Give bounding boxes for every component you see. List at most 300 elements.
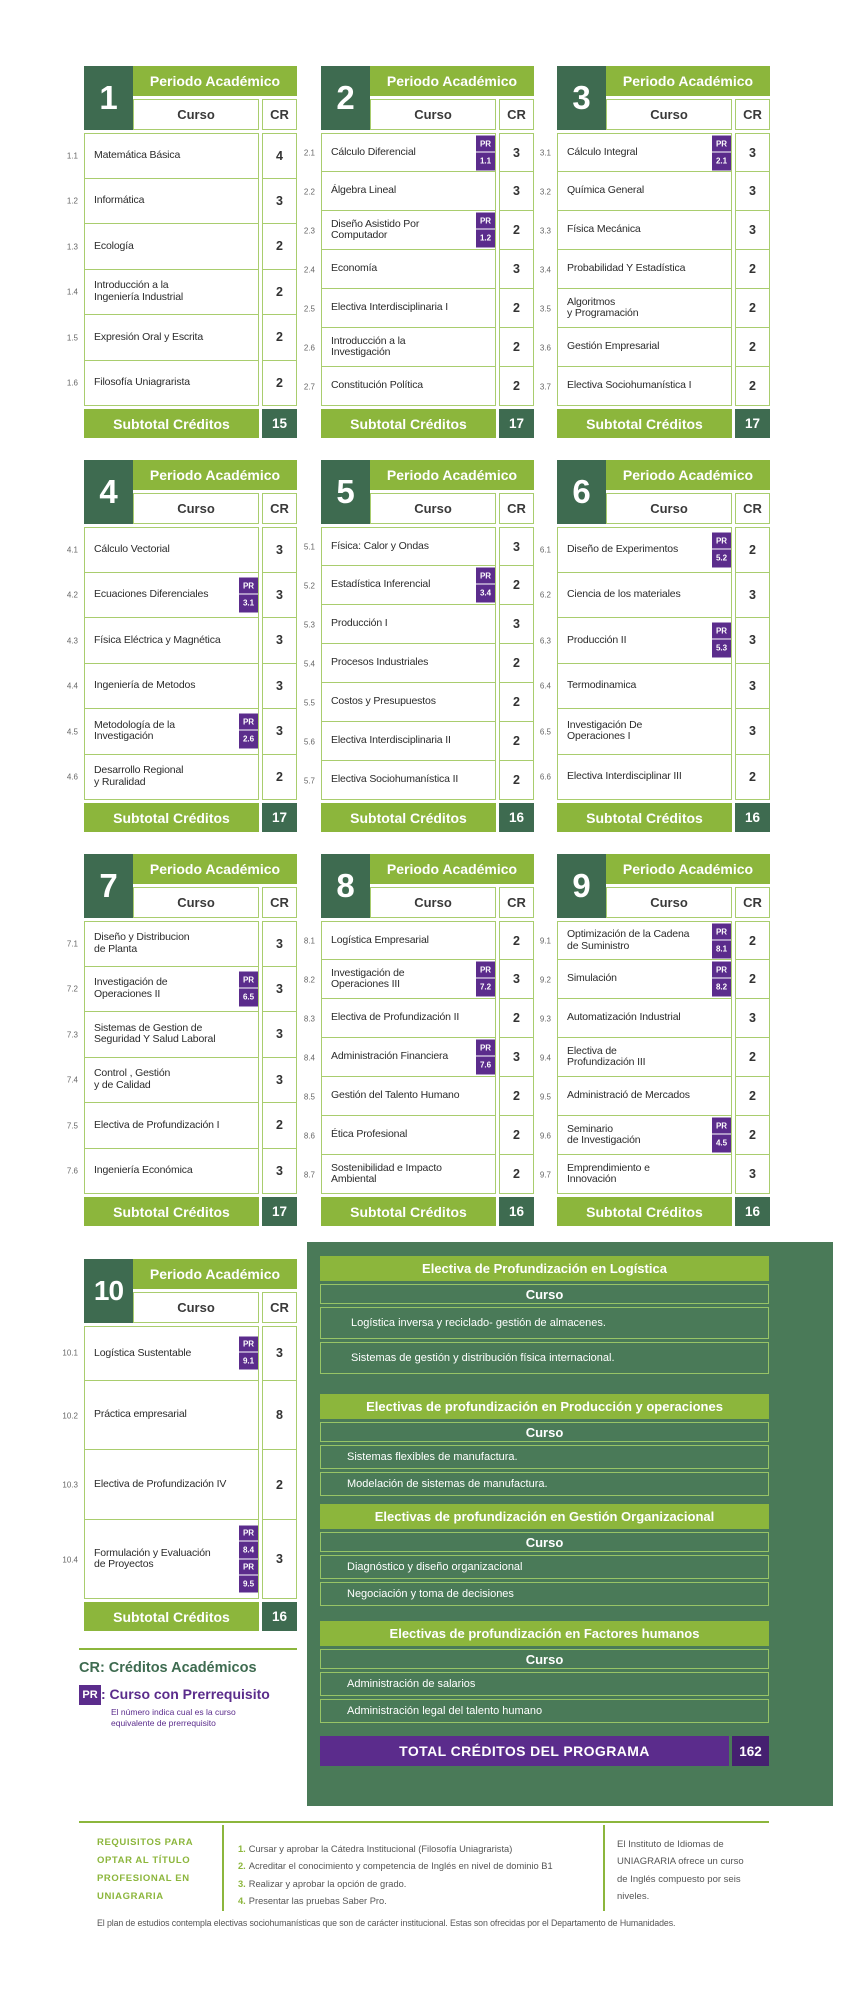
course-name: Administració de Mercados bbox=[567, 1089, 690, 1102]
course-row bbox=[303, 761, 534, 800]
subtotal-value: 16 bbox=[735, 803, 770, 832]
elective-section bbox=[320, 1621, 769, 1723]
course-credits: 3 bbox=[499, 605, 534, 644]
period-header: Periodo Académico bbox=[606, 460, 770, 490]
course-code: 9.4 bbox=[539, 1053, 551, 1062]
period-card bbox=[303, 66, 534, 438]
course-code: 5.1 bbox=[303, 542, 315, 551]
course-name: Introducción a la Investigación bbox=[331, 334, 406, 358]
prerequisite-code: 5.2 bbox=[715, 553, 728, 563]
course-column-header: Curso bbox=[133, 493, 259, 524]
course-row bbox=[303, 172, 534, 211]
course-name-cell bbox=[557, 133, 732, 172]
course-credits: 2 bbox=[499, 921, 534, 960]
course-row bbox=[303, 1155, 534, 1194]
course-name: Ingeniería Económica bbox=[94, 1164, 193, 1177]
prerequisite-code: 8.1 bbox=[715, 944, 728, 953]
course-name-cell bbox=[557, 172, 732, 211]
prerequisite-code: 5.3 bbox=[715, 643, 728, 653]
course-credits: 3 bbox=[262, 1058, 297, 1104]
requirement-number: 2. bbox=[238, 1861, 246, 1872]
course-code: 5.4 bbox=[303, 659, 315, 668]
course-row bbox=[539, 1155, 770, 1194]
course-list bbox=[303, 921, 534, 1194]
legend-pr-text: : Curso con Prerrequisito bbox=[101, 1686, 270, 1702]
prerequisite-tag: PR bbox=[476, 1040, 495, 1057]
course-credits: 2 bbox=[262, 224, 297, 270]
requirement-item bbox=[238, 1893, 598, 1910]
course-row bbox=[303, 527, 534, 566]
requirement-number: 3. bbox=[238, 1878, 246, 1889]
course-row bbox=[303, 289, 534, 328]
course-row bbox=[66, 573, 297, 619]
course-name-cell bbox=[557, 999, 732, 1038]
course-name-cell bbox=[84, 133, 259, 179]
period-card bbox=[66, 66, 297, 438]
course-row bbox=[66, 664, 297, 710]
course-row bbox=[303, 250, 534, 289]
course-credits: 2 bbox=[735, 755, 770, 801]
course-code: 4.2 bbox=[66, 590, 78, 600]
prerequisite-tag: PR bbox=[239, 1560, 258, 1576]
course-credits: 2 bbox=[735, 1038, 770, 1077]
course-row bbox=[66, 755, 297, 801]
prerequisite-badge bbox=[239, 577, 258, 612]
course-name: Ecuaciones Diferenciales bbox=[94, 588, 209, 601]
course-name: Optimización de la Cadena de Suministro bbox=[567, 928, 690, 952]
requirement-number: 1. bbox=[238, 1844, 246, 1854]
course-row bbox=[303, 644, 534, 683]
course-code: 3.2 bbox=[539, 187, 551, 196]
elective-course: Diagnóstico y diseño organizacional bbox=[320, 1555, 769, 1579]
prerequisite-tag: PR bbox=[712, 962, 731, 979]
course-credits: 3 bbox=[735, 133, 770, 172]
course-code: 8.6 bbox=[303, 1131, 315, 1140]
subtotal-label: Subtotal Créditos bbox=[84, 803, 259, 832]
requirement-number: 4. bbox=[238, 1895, 246, 1906]
course-row bbox=[303, 133, 534, 172]
course-credits: 2 bbox=[262, 270, 297, 316]
course-code: 7.1 bbox=[66, 939, 78, 949]
course-list bbox=[66, 133, 297, 406]
course-row bbox=[539, 960, 770, 999]
course-row bbox=[66, 133, 297, 179]
subtotal-label: Subtotal Créditos bbox=[84, 409, 259, 438]
period-card bbox=[66, 854, 297, 1226]
prerequisite-tag: PR bbox=[239, 1337, 258, 1353]
course-code: 6.1 bbox=[539, 545, 551, 555]
course-credits: 2 bbox=[262, 1103, 297, 1149]
requirement-item bbox=[238, 1841, 598, 1858]
prerequisite-badges bbox=[239, 1526, 258, 1593]
elective-section-title: Electivas de profundización en Factores humanos bbox=[320, 1621, 769, 1646]
legend-pr-badge: PR bbox=[79, 1685, 101, 1705]
course-name-cell bbox=[557, 1038, 732, 1077]
elective-section bbox=[320, 1256, 769, 1374]
period-number: 8 bbox=[321, 854, 370, 918]
course-name-cell bbox=[321, 1116, 496, 1155]
course-column-header: Curso bbox=[606, 887, 732, 918]
course-row bbox=[66, 1012, 297, 1058]
course-name: Ciencia de los materiales bbox=[567, 588, 681, 601]
course-name: Electiva Interdisciplinaria I bbox=[331, 301, 449, 314]
course-code: 4.1 bbox=[66, 545, 78, 555]
course-row bbox=[303, 605, 534, 644]
course-code: 7.2 bbox=[66, 984, 78, 994]
course-name-cell bbox=[84, 1450, 259, 1520]
course-credits: 2 bbox=[499, 367, 534, 406]
elective-section-title: Electivas de profundización en Gestión Organizacional bbox=[320, 1504, 769, 1529]
course-name: Desarrollo Regional y Ruralidad bbox=[94, 764, 184, 788]
course-code: 10.4 bbox=[62, 1555, 78, 1565]
course-row bbox=[539, 172, 770, 211]
course-credits: 3 bbox=[735, 618, 770, 664]
period-header: Periodo Académico bbox=[133, 460, 297, 490]
course-name: Investigación de Operaciones III bbox=[331, 966, 405, 990]
course-row bbox=[66, 315, 297, 361]
course-code: 5.7 bbox=[303, 776, 315, 785]
course-name: Electiva de Profundización III bbox=[567, 1044, 646, 1068]
course-code: 7.5 bbox=[66, 1121, 78, 1131]
requirement-item bbox=[238, 1876, 598, 1893]
course-row bbox=[66, 1103, 297, 1149]
prerequisite-badge bbox=[476, 1040, 495, 1075]
course-credits: 2 bbox=[499, 683, 534, 722]
course-column-header: Curso bbox=[606, 493, 732, 524]
course-credits: 4 bbox=[262, 133, 297, 179]
course-name: Emprendimiento e Innovación bbox=[567, 1161, 650, 1185]
credits-column-header: CR bbox=[499, 493, 534, 524]
period-header: Periodo Académico bbox=[370, 66, 534, 96]
course-row bbox=[62, 1326, 297, 1381]
credits-column-header: CR bbox=[735, 493, 770, 524]
course-code: 9.1 bbox=[539, 936, 551, 945]
course-credits: 3 bbox=[262, 527, 297, 573]
prerequisite-badges bbox=[476, 135, 495, 170]
course-credits: 3 bbox=[735, 172, 770, 211]
prerequisite-tag: PR bbox=[712, 923, 731, 940]
period-card bbox=[303, 460, 534, 832]
course-code: 2.1 bbox=[303, 148, 315, 157]
elective-section-title: Electiva de Profundización en Logística bbox=[320, 1256, 769, 1281]
credits-column-header: CR bbox=[262, 887, 297, 918]
prerequisite-tag: PR bbox=[476, 213, 495, 230]
subtotal-label: Subtotal Créditos bbox=[84, 1197, 259, 1226]
course-name-cell bbox=[557, 250, 732, 289]
course-name-cell bbox=[84, 1326, 259, 1381]
prerequisite-code: 7.2 bbox=[479, 982, 492, 992]
prerequisite-tag: PR bbox=[239, 1526, 258, 1542]
course-credits: 3 bbox=[499, 250, 534, 289]
course-credits: 2 bbox=[735, 367, 770, 406]
prerequisite-code: 4.5 bbox=[715, 1138, 728, 1148]
course-list bbox=[303, 133, 534, 406]
course-credits: 3 bbox=[262, 1326, 297, 1381]
requirements-separator bbox=[222, 1825, 224, 1911]
course-name: Introducción a la Ingeniería Industrial bbox=[94, 279, 184, 303]
prerequisite-code: 1.1 bbox=[479, 156, 492, 165]
prerequisite-code: 9.1 bbox=[242, 1356, 255, 1366]
course-name: Física Eléctrica y Magnética bbox=[94, 633, 221, 646]
course-name-cell bbox=[84, 1520, 259, 1599]
course-credits: 2 bbox=[499, 761, 534, 800]
course-name-cell bbox=[321, 644, 496, 683]
course-name: Procesos Industriales bbox=[331, 656, 429, 669]
course-name: Seminario de Investigación bbox=[567, 1122, 641, 1146]
course-credits: 3 bbox=[735, 709, 770, 755]
course-row bbox=[303, 1116, 534, 1155]
requirement-text: Cursar y aprobar la Cátedra Institucional (Filosofía Uniagrarista) bbox=[248, 1844, 513, 1854]
subtotal-label: Subtotal Créditos bbox=[321, 1197, 496, 1226]
course-name: Diseño y Distribucion de Planta bbox=[94, 931, 190, 955]
course-row bbox=[303, 211, 534, 250]
course-name-cell bbox=[321, 250, 496, 289]
course-credits: 3 bbox=[262, 573, 297, 619]
course-name: Termodinamica bbox=[567, 679, 637, 692]
course-name: Electiva Interdisciplinar III bbox=[567, 770, 682, 783]
course-name: Diseño Asistido Por Computador bbox=[331, 217, 420, 241]
course-name: Costos y Presupuestos bbox=[331, 695, 436, 708]
course-name: Administración Financiera bbox=[331, 1050, 449, 1063]
period-number: 7 bbox=[84, 854, 133, 918]
course-name-cell bbox=[557, 755, 732, 801]
course-code: 3.4 bbox=[539, 265, 551, 274]
course-row bbox=[66, 270, 297, 316]
prerequisite-badges bbox=[476, 213, 495, 248]
course-credits: 2 bbox=[499, 1077, 534, 1116]
elective-course: Negociación y toma de decisiones bbox=[320, 1582, 769, 1606]
course-list bbox=[62, 1326, 297, 1599]
course-code: 9.2 bbox=[539, 975, 551, 984]
course-code: 8.2 bbox=[303, 975, 315, 984]
course-name-cell bbox=[557, 709, 732, 755]
requirement-item bbox=[238, 1858, 598, 1875]
requirements-separator bbox=[603, 1825, 605, 1911]
course-row bbox=[539, 999, 770, 1038]
course-credits: 3 bbox=[499, 960, 534, 999]
period-number: 10 bbox=[84, 1259, 133, 1323]
course-credits: 2 bbox=[499, 1116, 534, 1155]
program-total-value: 162 bbox=[732, 1736, 769, 1766]
course-row bbox=[66, 921, 297, 967]
course-name-cell bbox=[84, 1103, 259, 1149]
prerequisite-badges bbox=[476, 568, 495, 603]
course-row bbox=[539, 250, 770, 289]
course-credits: 3 bbox=[262, 618, 297, 664]
subtotal-value: 15 bbox=[262, 409, 297, 438]
subtotal-value: 16 bbox=[262, 1602, 297, 1631]
course-row bbox=[539, 1116, 770, 1155]
course-credits: 2 bbox=[499, 211, 534, 250]
course-row bbox=[539, 289, 770, 328]
prerequisite-badge bbox=[712, 923, 731, 958]
course-list bbox=[539, 921, 770, 1194]
period-card bbox=[66, 460, 297, 832]
course-name-cell bbox=[557, 289, 732, 328]
course-name: Simulación bbox=[567, 972, 617, 985]
course-name-cell bbox=[84, 709, 259, 755]
course-name: Física: Calor y Ondas bbox=[331, 539, 429, 552]
requirement-text: Presentar las pruebas Saber Pro. bbox=[248, 1895, 387, 1906]
course-credits: 2 bbox=[262, 361, 297, 407]
prerequisite-tag: PR bbox=[476, 962, 495, 979]
course-credits: 3 bbox=[735, 573, 770, 619]
course-name-cell bbox=[321, 921, 496, 960]
course-code: 2.6 bbox=[303, 343, 315, 352]
requirements-list bbox=[238, 1841, 598, 1910]
subtotal-value: 17 bbox=[262, 803, 297, 832]
course-row bbox=[539, 573, 770, 619]
course-row bbox=[303, 1077, 534, 1116]
course-row bbox=[66, 967, 297, 1013]
course-name-cell bbox=[84, 1149, 259, 1195]
elective-course-header: Curso bbox=[320, 1649, 769, 1669]
course-code: 3.6 bbox=[539, 343, 551, 352]
course-name-cell bbox=[84, 527, 259, 573]
course-credits: 3 bbox=[262, 967, 297, 1013]
prerequisite-badges bbox=[239, 1337, 258, 1370]
course-column-header: Curso bbox=[133, 1292, 259, 1323]
course-code: 3.3 bbox=[539, 226, 551, 235]
course-credits: 2 bbox=[499, 1155, 534, 1194]
prerequisite-code: 9.5 bbox=[242, 1579, 255, 1589]
subtotal-label: Subtotal Créditos bbox=[557, 409, 732, 438]
course-column-header: Curso bbox=[606, 99, 732, 130]
period-number: 9 bbox=[557, 854, 606, 918]
course-name-cell bbox=[84, 179, 259, 225]
course-name-cell bbox=[557, 618, 732, 664]
course-name-cell bbox=[321, 1077, 496, 1116]
course-row bbox=[62, 1520, 297, 1599]
course-name-cell bbox=[84, 755, 259, 801]
course-name-cell bbox=[557, 367, 732, 406]
credits-column-header: CR bbox=[499, 887, 534, 918]
course-list bbox=[539, 527, 770, 800]
subtotal-value: 16 bbox=[499, 803, 534, 832]
course-code: 4.6 bbox=[66, 772, 78, 782]
course-code: 8.3 bbox=[303, 1014, 315, 1023]
prerequisite-badges bbox=[712, 962, 731, 997]
electives-panel bbox=[307, 1242, 833, 1806]
course-code: 8.7 bbox=[303, 1170, 315, 1179]
course-code: 9.7 bbox=[539, 1170, 551, 1179]
period-card bbox=[62, 1259, 297, 1631]
prerequisite-badge bbox=[239, 971, 258, 1006]
prerequisite-badges bbox=[239, 971, 258, 1006]
prerequisite-tag: PR bbox=[239, 971, 258, 988]
course-name: Probabilidad Y Estadística bbox=[567, 262, 686, 275]
credits-column-header: CR bbox=[262, 99, 297, 130]
credits-column-header: CR bbox=[735, 99, 770, 130]
course-code: 6.4 bbox=[539, 681, 551, 691]
course-row bbox=[62, 1381, 297, 1451]
course-name-cell bbox=[321, 367, 496, 406]
elective-course: Sistemas de gestión y distribución física internacional. bbox=[320, 1342, 769, 1374]
credits-column-header: CR bbox=[262, 1292, 297, 1323]
course-row bbox=[303, 960, 534, 999]
course-row bbox=[303, 328, 534, 367]
prerequisite-badge bbox=[712, 962, 731, 997]
course-credits: 3 bbox=[262, 1012, 297, 1058]
course-credits: 3 bbox=[735, 664, 770, 710]
course-name-cell bbox=[84, 967, 259, 1013]
elective-course: Administración legal del talento humano bbox=[320, 1699, 769, 1723]
elective-section-title: Electivas de profundización en Producción y operaciones bbox=[320, 1394, 769, 1419]
elective-course-header: Curso bbox=[320, 1284, 769, 1304]
course-name-cell bbox=[557, 960, 732, 999]
course-name-cell bbox=[84, 618, 259, 664]
period-number: 1 bbox=[84, 66, 133, 130]
course-row bbox=[66, 224, 297, 270]
course-row bbox=[539, 133, 770, 172]
course-credits: 3 bbox=[499, 133, 534, 172]
period-card bbox=[539, 66, 770, 438]
course-code: 2.4 bbox=[303, 265, 315, 274]
prerequisite-badges bbox=[712, 135, 731, 170]
prerequisite-code: 1.2 bbox=[479, 233, 492, 243]
course-code: 9.6 bbox=[539, 1131, 551, 1140]
subtotal-label: Subtotal Créditos bbox=[557, 1197, 732, 1226]
course-name-cell bbox=[84, 1058, 259, 1104]
prerequisite-badge bbox=[476, 135, 495, 170]
requirement-text: Acreditar el conocimiento y competencia de Inglés en nivel de dominio B1 bbox=[248, 1861, 553, 1872]
course-name-cell bbox=[84, 921, 259, 967]
course-name: Constitución Política bbox=[331, 379, 423, 392]
course-name: Gestión Empresarial bbox=[567, 340, 660, 353]
course-row bbox=[539, 618, 770, 664]
prerequisite-tag: PR bbox=[476, 568, 495, 585]
elective-section bbox=[320, 1394, 769, 1496]
course-column-header: Curso bbox=[133, 99, 259, 130]
elective-course: Administración de salarios bbox=[320, 1672, 769, 1696]
prerequisite-tag: PR bbox=[712, 1118, 731, 1135]
course-code: 8.4 bbox=[303, 1053, 315, 1062]
elective-course: Logística inversa y reciclado- gestión de almacenes. bbox=[320, 1307, 769, 1339]
course-credits: 2 bbox=[735, 1077, 770, 1116]
prerequisite-code: 7.6 bbox=[479, 1060, 492, 1070]
prerequisite-code: 6.5 bbox=[242, 992, 255, 1002]
course-code: 1.5 bbox=[66, 333, 78, 343]
course-credits: 2 bbox=[735, 1116, 770, 1155]
course-name: Ecología bbox=[94, 239, 134, 252]
course-code: 7.3 bbox=[66, 1030, 78, 1040]
course-name-cell bbox=[557, 527, 732, 573]
course-column-header: Curso bbox=[133, 887, 259, 918]
course-name: Producción II bbox=[567, 633, 627, 646]
period-number: 3 bbox=[557, 66, 606, 130]
requirements-divider bbox=[79, 1821, 769, 1823]
prerequisite-badge bbox=[476, 213, 495, 248]
course-name: Electiva de Profundización IV bbox=[94, 1478, 227, 1491]
course-column-header: Curso bbox=[370, 99, 496, 130]
course-name: Ingeniería de Metodos bbox=[94, 679, 196, 692]
course-name-cell bbox=[321, 999, 496, 1038]
course-code: 3.7 bbox=[539, 382, 551, 391]
course-code: 1.2 bbox=[66, 196, 78, 206]
course-row bbox=[539, 664, 770, 710]
prerequisite-badges bbox=[239, 714, 258, 749]
course-list bbox=[539, 133, 770, 406]
course-row bbox=[303, 722, 534, 761]
course-row bbox=[66, 709, 297, 755]
course-name-cell bbox=[84, 224, 259, 270]
prerequisite-badges bbox=[712, 623, 731, 658]
course-name-cell bbox=[321, 605, 496, 644]
prerequisite-code: 3.4 bbox=[479, 588, 492, 598]
prerequisite-badges bbox=[239, 577, 258, 612]
course-code: 6.2 bbox=[539, 590, 551, 600]
course-name-cell bbox=[84, 315, 259, 361]
